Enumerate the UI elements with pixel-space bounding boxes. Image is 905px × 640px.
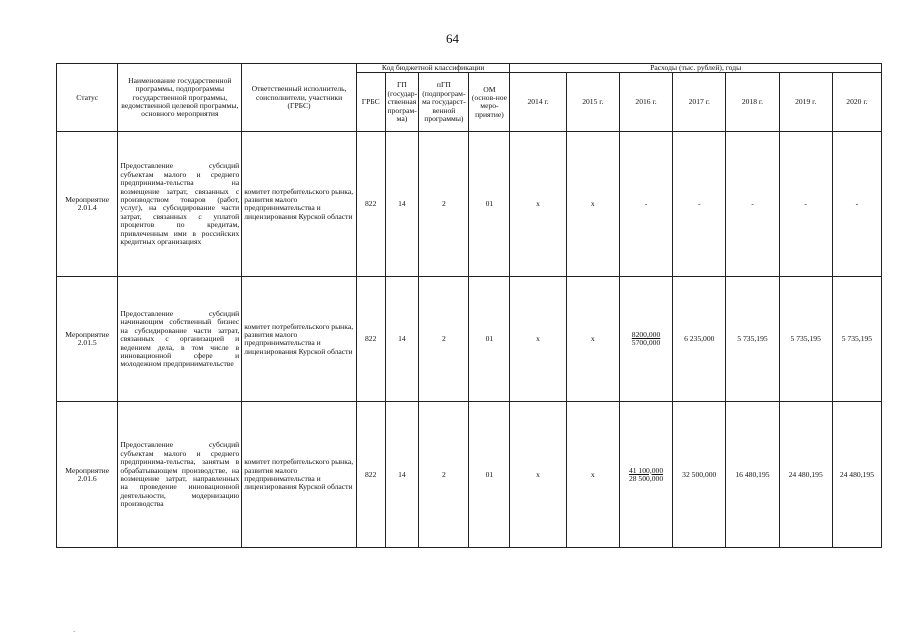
row-gp: 14 (385, 277, 419, 402)
row-grbs: 822 (356, 402, 385, 548)
header-year-2016: 2016 г. (619, 73, 672, 132)
row-2019: - (779, 132, 832, 277)
row-2019: 24 480,195 (779, 402, 832, 548)
row-executor: комитет потребительского рынка, развития малого предпринимательства и лицензирования Курской области (242, 132, 357, 277)
row-status: Мероприятие 2.01.4 (57, 132, 118, 277)
header-year-2015: 2015 г. (566, 73, 619, 132)
row-gp: 14 (385, 132, 419, 277)
scan-mark: . (73, 624, 76, 634)
row-2016 (619, 277, 672, 402)
page-number: 64 (446, 31, 459, 46)
header-pgp: пГП (подпрограм-ма государст-венной программы) (419, 73, 469, 132)
row-2014: х (510, 402, 566, 548)
row-2017: 6 235,000 (673, 277, 726, 402)
table-row (57, 277, 882, 402)
row-2016-new-value: 28 500,000 (628, 473, 664, 483)
row-2014: х (510, 132, 566, 277)
table-row (57, 132, 882, 277)
header-year-2019: 2019 г. (779, 73, 832, 132)
header-grbs: ГРБС (356, 73, 385, 132)
row-2018: 16 480,195 (726, 402, 779, 548)
row-2016-old-value: 41 100,000 (628, 465, 664, 475)
row-pgp: 2 (419, 402, 469, 548)
header-name: Наименование государственной программы, подпрограммы государственной программы, ведомственной целевой программы, основного мероприятия (118, 64, 242, 132)
header-year-2014: 2014 г. (510, 73, 566, 132)
header-gp: ГП (государ-ственная програм-ма) (385, 73, 419, 132)
row-grbs: 822 (356, 132, 385, 277)
row-2016-old-value: 8200,000 (631, 330, 661, 339)
row-2015: х (566, 277, 619, 402)
header-year-2017: 2017 г. (673, 73, 726, 132)
row-executor: комитет потребительского рынка, развития малого предпринимательства и лицензирования Курской области (242, 402, 357, 548)
row-description: Предоставление субсидий субъектам малого и среднего предпринима-тельства на возмещение затрат, связанных с производством товаров (работ, услуг), на субсидирование части затрат, связанных с уплатой процентов по кредитам, привлеченным ими в российских кредитных организациях (118, 132, 242, 277)
row-2016 (619, 132, 672, 277)
row-executor: комитет потребительского рынка, развития малого предпринимательства и лицензирования Курской области (242, 277, 357, 402)
row-2019: 5 735,195 (779, 277, 832, 402)
row-2018: - (726, 132, 779, 277)
row-2015: х (566, 132, 619, 277)
row-2016-new-value: 5700,000 (631, 338, 661, 348)
header-executor: Ответственный исполнитель, соисполнители, участники (ГРБС) (242, 64, 357, 132)
row-status: Мероприятие 2.01.6 (57, 402, 118, 548)
row-2014: х (510, 277, 566, 402)
row-om: 01 (469, 402, 510, 548)
row-2017: 32 500,000 (673, 402, 726, 548)
row-2020: - (832, 132, 881, 277)
header-expenses: Расходы (тыс. рублей), годы (510, 64, 882, 73)
header-year-2020: 2020 г. (832, 73, 881, 132)
table-row (57, 402, 882, 548)
row-status: Мероприятие 2.01.5 (57, 277, 118, 402)
row-2015: х (566, 402, 619, 548)
row-description: Предоставление субсидий субъектам малого и среднего предпринима-тельства, занятым в обрабатывающем производстве, на возмещение затрат, направленных на проведение инновационной деятельности, модернизацию производства (118, 402, 242, 548)
header-status: Статус (57, 64, 118, 132)
row-om: 01 (469, 132, 510, 277)
header-year-2018: 2018 г. (726, 73, 779, 132)
row-om: 01 (469, 277, 510, 402)
row-2020: 5 735,195 (832, 277, 881, 402)
row-2018: 5 735,195 (726, 277, 779, 402)
header-om: ОМ (основ-ное меро-приятие) (469, 73, 510, 132)
row-pgp: 2 (419, 277, 469, 402)
row-2020: 24 480,195 (832, 402, 881, 548)
row-description: Предоставление субсидий начинающим собственный бизнес на субсидирование части затрат, связанных с организацией и ведением дела, в том числе в инновационной сфере и молодежном предпринимательстве (118, 277, 242, 402)
row-grbs: 822 (356, 277, 385, 402)
budget-table (56, 63, 882, 548)
header-budget-code: Код бюджетной классификации (356, 64, 510, 73)
row-gp: 14 (385, 402, 419, 548)
row-2016 (619, 402, 672, 548)
row-pgp: 2 (419, 132, 469, 277)
row-2017: - (673, 132, 726, 277)
row-2016-new-value: - (644, 199, 648, 209)
